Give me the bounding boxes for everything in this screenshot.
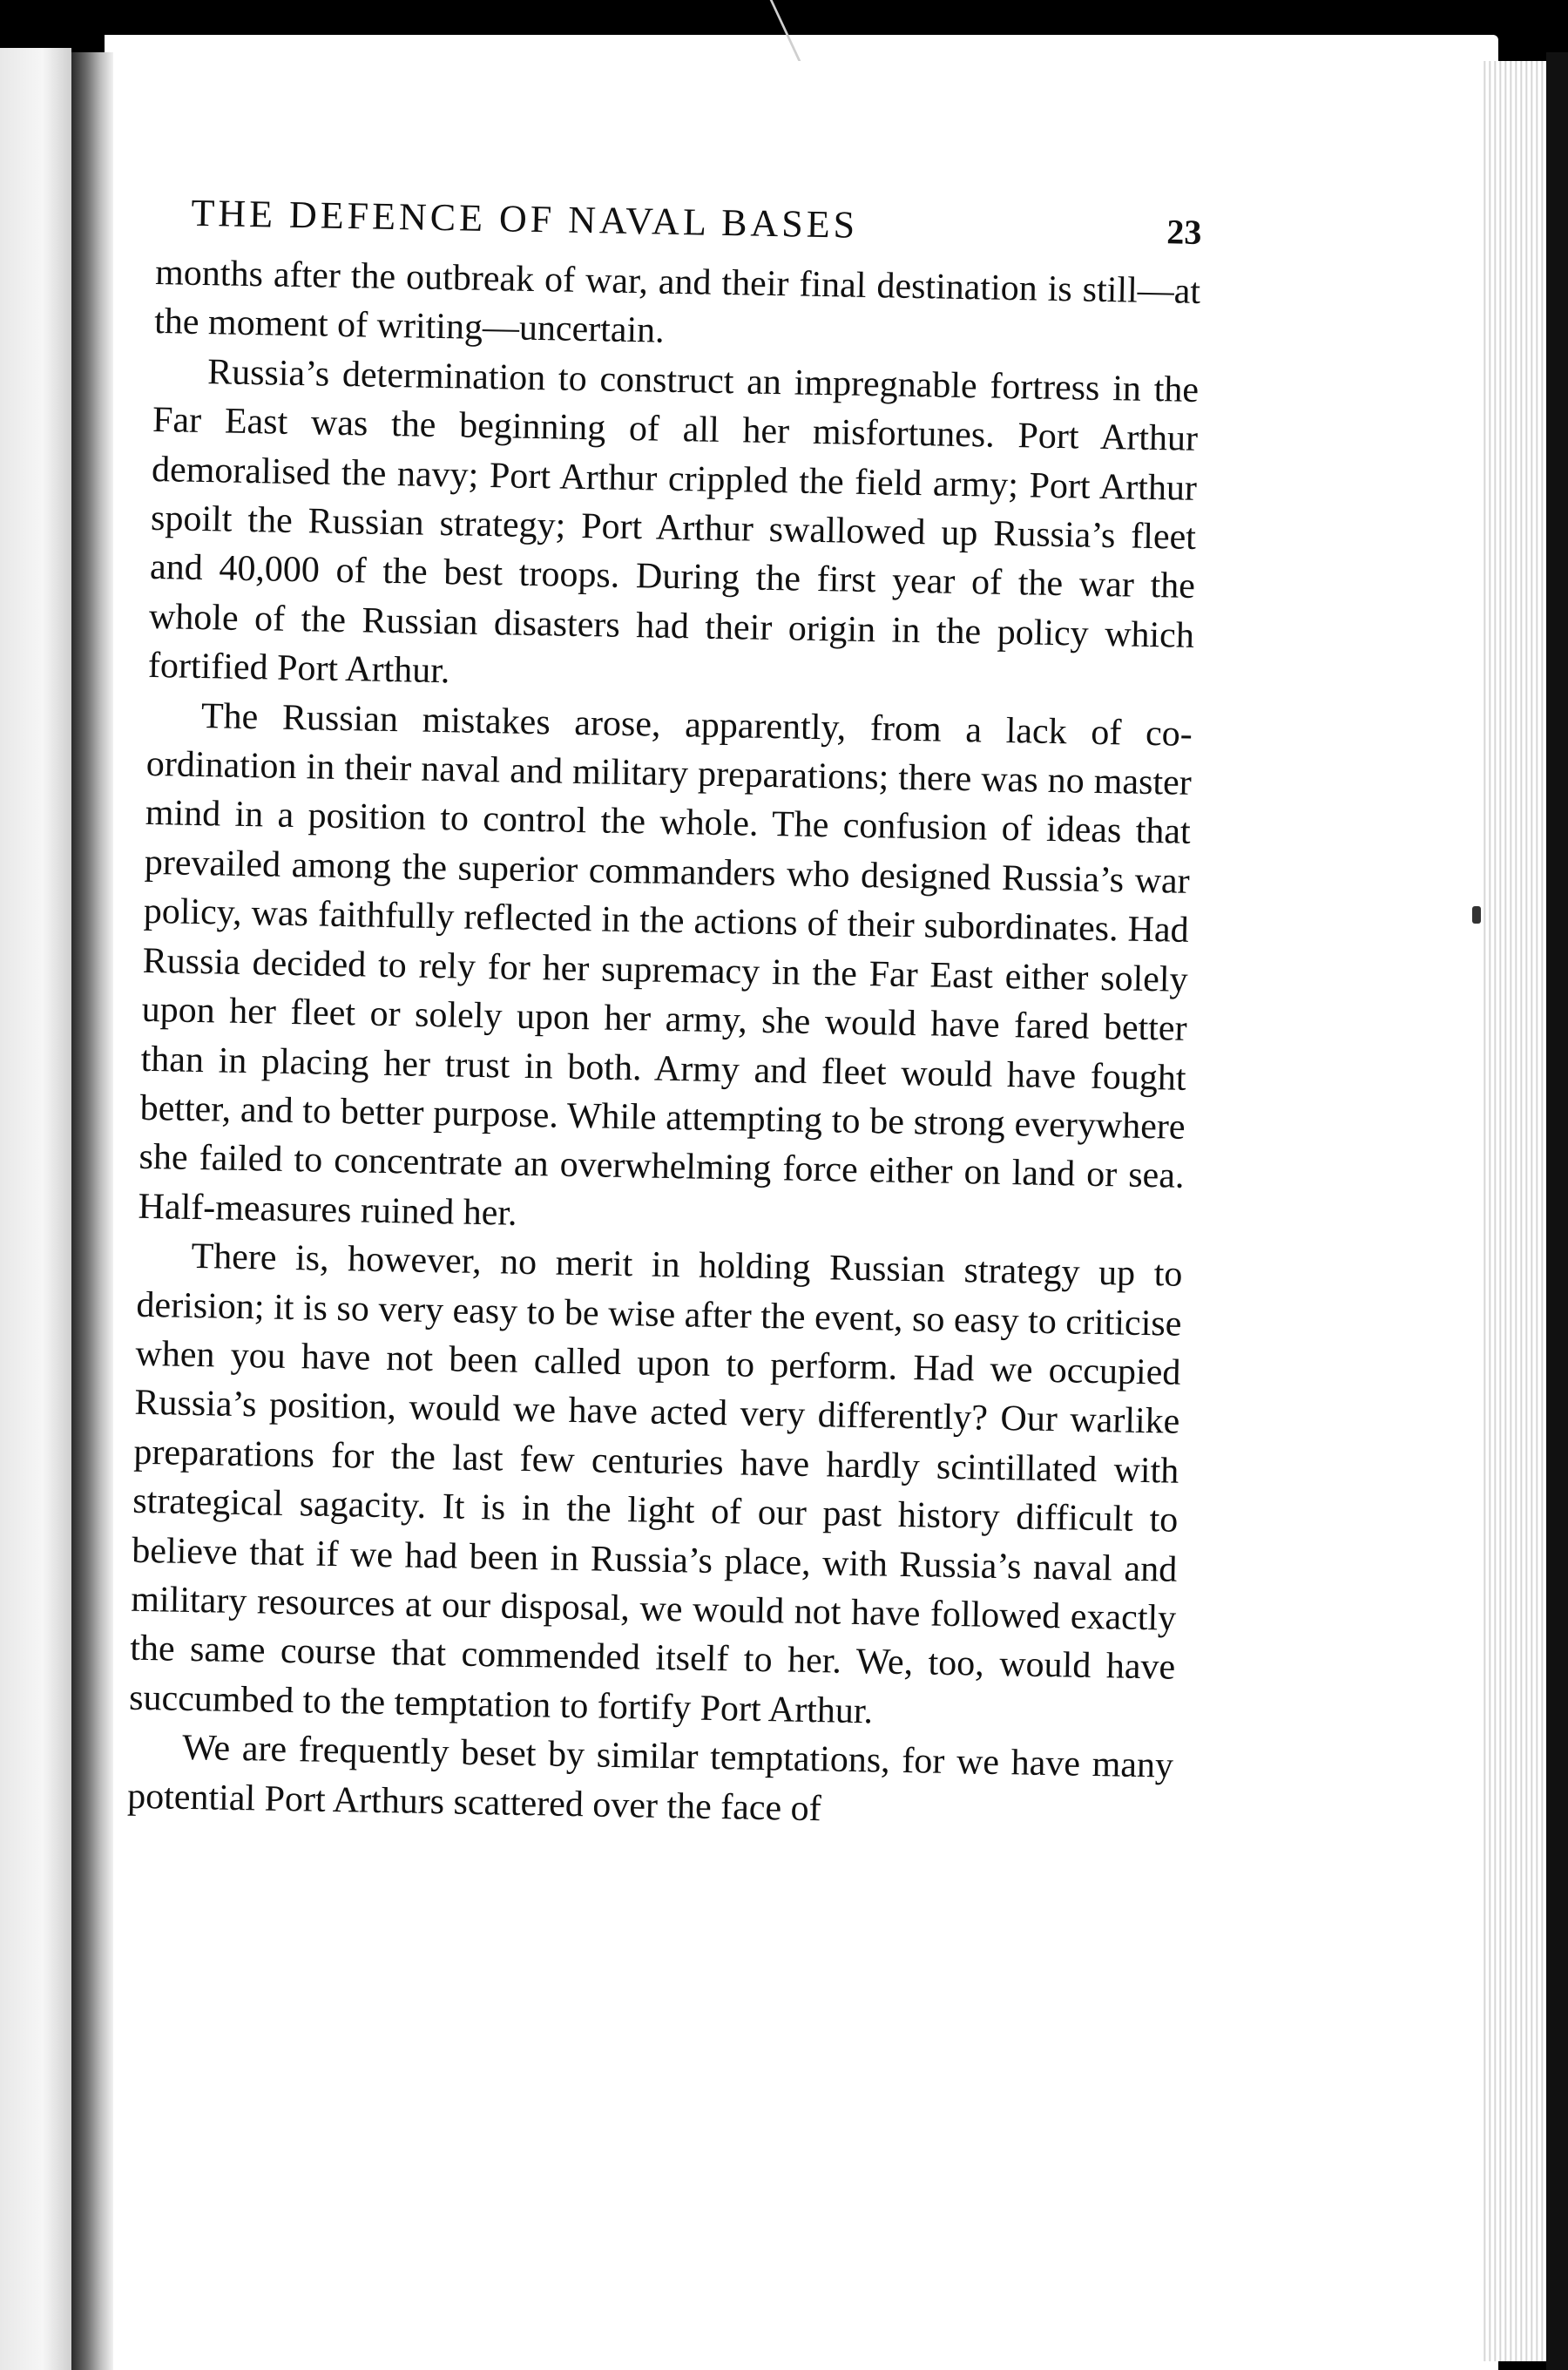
running-head-title: THE DEFENCE OF NAVAL BASES (191, 191, 859, 247)
paragraph-similar-temptations: We are frequently beset by similar temptations, for we have many potential Port Arthurs scattered over the face of (126, 1728, 1174, 1829)
page-stack-edge (1481, 61, 1550, 2361)
paragraph-port-arthur-fortress: Russia’s determination to construct an impregnable fortress in the Far East was the beginning of all her misfortunes. Port Arthur demoralised the navy; Port Arthur crippled the field army; Port Arthur spoilt the Russian strategy; Port Arthur swallowed up Russia’s fleet and 40,000 of the best troops. During the first year of the war the whole of the Russian disasters had their origin in the policy which fortified Port Arthur. (147, 351, 1200, 692)
paragraph-russian-mistakes: The Russian mistakes arose, apparently, from a lack of co-ordination in their naval and military preparations; there was no master mind in a position to control the whole. The confusion of ideas that prevailed among the superior commanders who designed Russia’s war policy, was faithfully reflected in the actions of their subordinates. Had Russia decided to rely for her supremacy in the Far East either solely upon her fleet or solely upon her army, she would have fared better than in placing her trust in both. Army and fleet would have fought better, and to better purpose. While attempting to be strong everywhere she failed to concentrate an overwhelming force either on land or sea. Half-measures ruined her. (138, 695, 1193, 1234)
previous-page-edge (0, 48, 71, 2370)
page-text-block (127, 190, 1202, 1840)
page-edge-speck (1472, 906, 1481, 924)
gutter-shadow (71, 52, 113, 2370)
paragraph-continuation: months after the outbreak of war, and their final destination is still—at the moment of writing—uncertain. (153, 252, 1201, 352)
page-number: 23 (1166, 212, 1202, 252)
paragraph-no-merit-in-derision: There is, however, no merit in holding Russian strategy up to derision; it is so very easy to be wise after the event, so easy to criticise when you have not been called upon to perform. Had we occupied Russia’s position, would we have acted very differently? Our warlike preparations for the last few centuries have hardly scintillated with strategical sagacity. It is in the light of our past history difficult to believe that if we had been in Russia’s place, with Russia’s naval and military resources at our disposal, we would not have followed exactly the same course that commended itself to her. We, too, would have succumbed to the temptation to fortify Port Arthur. (128, 1236, 1183, 1732)
book-cover-edge (1546, 52, 1568, 2370)
